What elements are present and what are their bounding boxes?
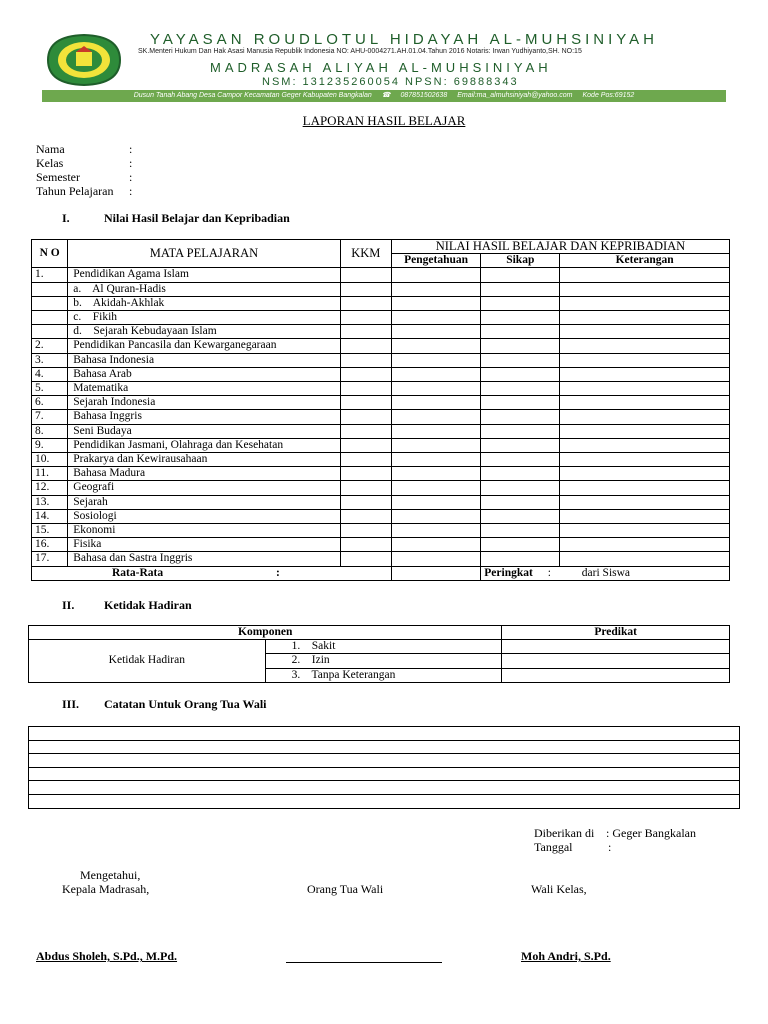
row-notes: [560, 481, 730, 495]
row-subject: Bahasa Arab: [68, 367, 340, 381]
row-knowledge: [391, 282, 480, 296]
row-knowledge: [391, 325, 480, 339]
col-attitude-header: Sikap: [481, 254, 560, 268]
row-number: 3.: [32, 353, 68, 367]
row-knowledge: [391, 339, 480, 353]
row-attitude: [481, 325, 560, 339]
table-row: [32, 268, 730, 282]
row-notes: [560, 509, 730, 523]
attendance-table: [28, 625, 730, 683]
row-kkm: [340, 396, 391, 410]
row-knowledge: [391, 268, 480, 282]
attendance-item-absent: 3. Tanpa Keterangan: [265, 668, 502, 682]
rank-suffix: dari Siswa: [581, 566, 631, 579]
col-component-header: Komponen: [29, 626, 502, 640]
row-notes: [560, 311, 730, 325]
row-number: 13.: [32, 495, 68, 509]
table-row: [32, 538, 730, 552]
row-subject: Pendidikan Jasmani, Olahraga dan Kesehatan: [68, 438, 340, 452]
row-knowledge: [391, 367, 480, 381]
attendance-row: [29, 640, 730, 654]
table-row: [32, 296, 730, 310]
section3-heading: III. Catatan Untuk Orang Tua Wali: [62, 697, 267, 711]
row-number: 14.: [32, 509, 68, 523]
row-knowledge: [391, 509, 480, 523]
row-attitude: [481, 282, 560, 296]
table-row: [32, 467, 730, 481]
table-row: [32, 495, 730, 509]
attendance-header-row: [29, 626, 730, 640]
section2-heading: II. Ketidak Hadiran: [62, 598, 192, 612]
row-number: 15.: [32, 524, 68, 538]
row-kkm: [340, 311, 391, 325]
row-notes: [560, 367, 730, 381]
notes-line: [29, 727, 740, 741]
row-kkm: [340, 481, 391, 495]
school-ids: NSM: 131235260054 NPSN: 69888343: [262, 76, 519, 88]
row-attitude: [481, 311, 560, 325]
row-subject: a. Al Quran-Hadis: [68, 282, 340, 296]
row-knowledge: [391, 296, 480, 310]
row-number: 4.: [32, 367, 68, 381]
row-notes: [560, 268, 730, 282]
identity-block: [36, 142, 132, 198]
table-row: [32, 438, 730, 452]
row-attitude: [481, 396, 560, 410]
homeroom-name: Moh Andri, S.Pd.: [521, 949, 611, 963]
foundation-name: YAYASAN ROUDLOTUL HIDAYAH AL-MUHSINIYAH: [150, 31, 659, 48]
row-notes: [560, 353, 730, 367]
row-attitude: [481, 410, 560, 424]
row-subject: Ekonomi: [68, 524, 340, 538]
row-attitude: [481, 268, 560, 282]
average-colon: :: [275, 566, 280, 579]
average-label: Rata-Rata: [112, 566, 164, 579]
principal-title: Kepala Madrasah,: [62, 882, 150, 896]
row-subject: Bahasa dan Sastra Inggris: [68, 552, 340, 566]
table-row: [32, 367, 730, 381]
phone-text: 087851502638: [400, 92, 448, 99]
attendance-group-label: Ketidak Hadiran: [29, 640, 266, 683]
phone-icon: ☎: [381, 92, 391, 99]
row-kkm: [340, 367, 391, 381]
table-row: [32, 524, 730, 538]
row-kkm: [340, 509, 391, 523]
grades-summary-row: [32, 566, 730, 580]
row-subject: Seni Budaya: [68, 424, 340, 438]
attendance-item-sick: 1. Sakit: [265, 640, 502, 654]
row-knowledge: [391, 552, 480, 566]
col-predicate-header: Predikat: [502, 626, 730, 640]
row-kkm: [340, 467, 391, 481]
col-subject-header: MATA PELAJARAN: [68, 240, 340, 268]
given-at-label: Diberikan di: [534, 826, 595, 840]
row-kkm: [340, 382, 391, 396]
notes-line: [29, 740, 740, 754]
rank-cell: [481, 566, 730, 580]
row-notes: [560, 524, 730, 538]
school-name: MADRASAH ALIYAH AL-MUHSINIYAH: [210, 60, 552, 75]
row-notes: [560, 453, 730, 467]
row-number: 2.: [32, 339, 68, 353]
row-notes: [560, 424, 730, 438]
notes-table: [28, 726, 740, 809]
row-number: 8.: [32, 424, 68, 438]
row-number: 12.: [32, 481, 68, 495]
attendance-value-absent: [502, 668, 730, 682]
notes-line: [29, 794, 740, 808]
row-subject: Bahasa Indonesia: [68, 353, 340, 367]
notes-line: [29, 754, 740, 768]
col-group-header: NILAI HASIL BELAJAR DAN KEPRIBADIAN: [391, 240, 729, 254]
table-row: [32, 382, 730, 396]
row-attitude: [481, 382, 560, 396]
col-notes-header: Keterangan: [560, 254, 730, 268]
row-subject: Bahasa Inggris: [68, 410, 340, 424]
row-kkm: [340, 282, 391, 296]
col-knowledge-header: Pengetahuan: [391, 254, 480, 268]
row-number: 9.: [32, 438, 68, 452]
row-knowledge: [391, 396, 480, 410]
row-knowledge: [391, 382, 480, 396]
table-row: [32, 424, 730, 438]
school-logo: [42, 32, 126, 88]
row-attitude: [481, 438, 560, 452]
row-number: 11.: [32, 467, 68, 481]
table-row: [32, 453, 730, 467]
row-subject: Bahasa Madura: [68, 467, 340, 481]
grades-header-row: [32, 240, 730, 254]
table-row: [32, 353, 730, 367]
row-attitude: [481, 339, 560, 353]
row-knowledge: [391, 524, 480, 538]
principal-name: Abdus Sholeh, S.Pd., M.Pd.: [36, 949, 178, 963]
address-band: [42, 90, 726, 102]
table-row: [32, 325, 730, 339]
table-row: [32, 552, 730, 566]
row-number: [32, 296, 68, 310]
identity-name: Nama :: [36, 142, 133, 156]
row-number: [32, 325, 68, 339]
row-knowledge: [391, 495, 480, 509]
row-kkm: [340, 438, 391, 452]
row-notes: [560, 410, 730, 424]
average-value: [391, 566, 480, 580]
row-kkm: [340, 339, 391, 353]
row-subject: Prakarya dan Kewirausahaan: [68, 453, 340, 467]
grades-table: [31, 239, 730, 581]
date-label: Tanggal: [534, 840, 573, 854]
row-notes: [560, 495, 730, 509]
row-subject: Matematika: [68, 382, 340, 396]
row-subject: Sosiologi: [68, 509, 340, 523]
notes-line: [29, 781, 740, 795]
row-knowledge: [391, 424, 480, 438]
identity-class: Kelas :: [36, 156, 133, 170]
row-subject: d. Sejarah Kebudayaan Islam: [68, 325, 340, 339]
decree-line: SK.Menteri Hukum Dan Hak Asasi Manusia Republik Indonesia NO: AHU-0004271.AH.01.04.Tahun 2016 Notaris: Irwan Yudhiyanto,SH. NO:15: [138, 48, 582, 55]
row-attitude: [481, 353, 560, 367]
acknowledged-text: Mengetahui,: [80, 868, 141, 882]
postal-code: Kode Pos:69152: [582, 92, 635, 99]
grades-body: [32, 268, 730, 566]
parent-signature-line: [286, 962, 442, 963]
table-row: [32, 509, 730, 523]
row-number: 7.: [32, 410, 68, 424]
row-attitude: [481, 424, 560, 438]
row-number: 5.: [32, 382, 68, 396]
row-notes: [560, 438, 730, 452]
row-knowledge: [391, 467, 480, 481]
row-kkm: [340, 268, 391, 282]
row-notes: [560, 538, 730, 552]
row-attitude: [481, 538, 560, 552]
row-subject: b. Akidah-Akhlak: [68, 296, 340, 310]
row-notes: [560, 467, 730, 481]
row-kkm: [340, 424, 391, 438]
row-attitude: [481, 453, 560, 467]
row-subject: Pendidikan Agama Islam: [68, 268, 340, 282]
attendance-value-sick: [502, 640, 730, 654]
row-subject: Geografi: [68, 481, 340, 495]
identity-year: Tahun Pelajaran :: [36, 184, 133, 198]
table-row: [32, 311, 730, 325]
table-row: [32, 282, 730, 296]
row-knowledge: [391, 410, 480, 424]
row-kkm: [340, 552, 391, 566]
row-kkm: [340, 296, 391, 310]
row-number: [32, 311, 68, 325]
address-text: Dusun Tanah Abang Desa Campor Kecamatan Geger Kabupaten Bangkalan: [133, 92, 372, 99]
row-kkm: [340, 538, 391, 552]
row-kkm: [340, 453, 391, 467]
homeroom-title: Wali Kelas,: [531, 882, 587, 896]
row-notes: [560, 396, 730, 410]
row-notes: [560, 282, 730, 296]
row-knowledge: [391, 353, 480, 367]
row-subject: Sejarah Indonesia: [68, 396, 340, 410]
identity-semester: Semester :: [36, 170, 133, 184]
given-at-line: Diberikan di : Geger Bangkalan: [534, 826, 696, 840]
row-knowledge: [391, 538, 480, 552]
table-row: [32, 339, 730, 353]
row-attitude: [481, 367, 560, 381]
row-attitude: [481, 524, 560, 538]
row-notes: [560, 296, 730, 310]
table-row: [32, 481, 730, 495]
row-attitude: [481, 467, 560, 481]
row-kkm: [340, 410, 391, 424]
report-title: LAPORAN HASIL BELAJAR: [302, 113, 466, 128]
section1-heading: I. Nilai Hasil Belajar dan Kepribadian: [62, 211, 290, 225]
row-notes: [560, 325, 730, 339]
rank-label: Peringkat: [484, 566, 533, 579]
row-kkm: [340, 353, 391, 367]
row-number: 10.: [32, 453, 68, 467]
row-attitude: [481, 509, 560, 523]
table-row: [32, 410, 730, 424]
row-subject: Pendidikan Pancasila dan Kewarganegaraan: [68, 339, 340, 353]
given-at-value: Geger Bangkalan: [612, 826, 696, 840]
date-line: Tanggal :: [534, 840, 612, 854]
rank-colon: :: [547, 566, 551, 579]
col-kkm-header: KKM: [340, 240, 391, 268]
row-knowledge: [391, 438, 480, 452]
attendance-value-permit: [502, 654, 730, 668]
row-knowledge: [391, 481, 480, 495]
row-notes: [560, 382, 730, 396]
row-number: [32, 282, 68, 296]
row-number: 1.: [32, 268, 68, 282]
notes-line: [29, 767, 740, 781]
table-row: [32, 396, 730, 410]
row-knowledge: [391, 453, 480, 467]
email-text: Email:ma_almuhsiniyah@yahoo.com: [457, 92, 573, 99]
row-attitude: [481, 481, 560, 495]
row-number: 17.: [32, 552, 68, 566]
col-no-header: N O: [32, 240, 68, 268]
row-number: 16.: [32, 538, 68, 552]
row-notes: [560, 339, 730, 353]
row-attitude: [481, 296, 560, 310]
row-number: 6.: [32, 396, 68, 410]
row-notes: [560, 552, 730, 566]
row-attitude: [481, 552, 560, 566]
row-knowledge: [391, 311, 480, 325]
row-subject: Fisika: [68, 538, 340, 552]
row-subject: c. Fikih: [68, 311, 340, 325]
row-kkm: [340, 325, 391, 339]
row-attitude: [481, 495, 560, 509]
row-kkm: [340, 524, 391, 538]
parent-title: Orang Tua Wali: [307, 882, 384, 896]
average-cell: [32, 566, 392, 580]
attendance-item-permit: 2. Izin: [265, 654, 502, 668]
row-kkm: [340, 495, 391, 509]
row-subject: Sejarah: [68, 495, 340, 509]
